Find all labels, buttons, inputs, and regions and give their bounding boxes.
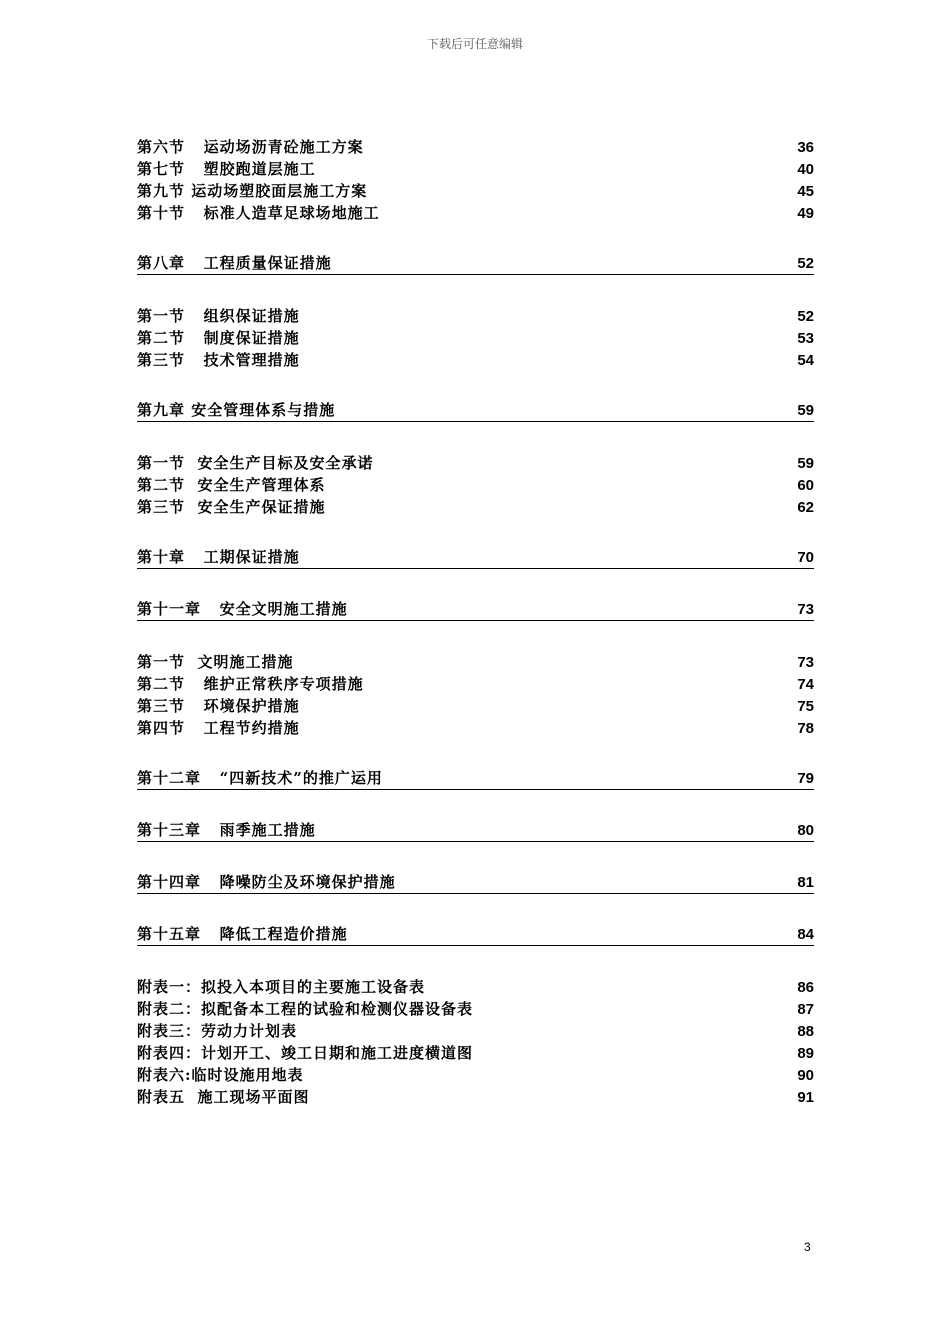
- toc-entry-page: 90: [797, 1067, 814, 1084]
- toc-entry-section[interactable]: [137, 496, 814, 518]
- toc-entry-chapter[interactable]: [137, 599, 814, 621]
- toc-entry-chapter[interactable]: [137, 253, 814, 275]
- toc-entry-title: 第一节 组织保证措施: [137, 307, 300, 325]
- toc-entry-chapter[interactable]: [137, 872, 814, 894]
- toc-entry-title: 第十三章 雨季施工措施: [137, 821, 316, 839]
- toc-entry-title: 第十四章 降噪防尘及环境保护措施: [137, 873, 396, 891]
- toc-entry-section[interactable]: [137, 327, 814, 349]
- toc-entry-appendix[interactable]: [137, 976, 814, 998]
- toc-entry-section[interactable]: [137, 158, 814, 180]
- toc-entry-title: 第二节 制度保证措施: [137, 329, 300, 347]
- toc-entry-title: 附表五 施工现场平面图: [137, 1088, 310, 1106]
- toc-entry-title: 第八章 工程质量保证措施: [137, 254, 332, 272]
- toc-entry-page: 52: [797, 308, 814, 325]
- toc-entry-page: 74: [797, 676, 814, 693]
- toc-entry-page: 73: [797, 601, 814, 618]
- toc-entry-title: 附表二：拟配备本工程的试验和检测仪器设备表: [137, 1000, 474, 1018]
- toc-entry-chapter[interactable]: [137, 924, 814, 946]
- toc-entry-page: 81: [797, 874, 814, 891]
- toc-entry-title: 附表三：劳动力计划表: [137, 1022, 298, 1040]
- toc-entry-page: 87: [797, 1001, 814, 1018]
- toc-entry-section[interactable]: [137, 651, 814, 673]
- toc-entry-page: 84: [797, 926, 814, 943]
- toc-entry-page: 91: [797, 1089, 814, 1106]
- toc-entry-page: 54: [797, 352, 814, 369]
- toc-entry-title: 附表六:临时设施用地表: [137, 1066, 304, 1084]
- toc-entry-section[interactable]: [137, 474, 814, 496]
- toc-entry-page: 45: [797, 183, 814, 200]
- toc-entry-page: 75: [797, 698, 814, 715]
- toc-entry-chapter[interactable]: [137, 768, 814, 790]
- toc-entry-chapter[interactable]: [137, 820, 814, 842]
- toc-entry-page: 89: [797, 1045, 814, 1062]
- toc-entry-section[interactable]: [137, 136, 814, 158]
- toc-entry-title: 第六节 运动场沥青砼施工方案: [137, 138, 364, 156]
- toc-entry-section[interactable]: [137, 202, 814, 224]
- toc-entry-title: 第十章 工期保证措施: [137, 548, 300, 566]
- toc-entry-title: 第九章 安全管理体系与措施: [137, 401, 336, 419]
- toc-entry-title: 第一节 文明施工措施: [137, 653, 294, 671]
- toc-entry-title: 第十节 标准人造草足球场地施工: [137, 204, 380, 222]
- toc-entry-title: 附表四：计划开工、竣工日期和施工进度横道图: [137, 1044, 474, 1062]
- toc-entry-page: 88: [797, 1023, 814, 1040]
- toc-entry-page: 59: [797, 402, 814, 419]
- toc-entry-chapter[interactable]: [137, 547, 814, 569]
- toc-entry-page: 62: [797, 499, 814, 516]
- toc-entry-appendix[interactable]: [137, 1042, 814, 1064]
- toc-entry-page: 70: [797, 549, 814, 566]
- toc-entry-section[interactable]: [137, 180, 814, 202]
- toc-entry-title: 第三节 环境保护措施: [137, 697, 300, 715]
- toc-entry-page: 86: [797, 979, 814, 996]
- toc-entry-page: 80: [797, 822, 814, 839]
- toc-entry-section[interactable]: [137, 673, 814, 695]
- toc-entry-title: 第十二章 “四新技术”的推广运用: [137, 769, 383, 787]
- table-of-contents: [137, 136, 814, 1108]
- toc-entry-page: 49: [797, 205, 814, 222]
- toc-entry-title: 附表一：拟投入本项目的主要施工设备表: [137, 978, 426, 996]
- toc-entry-page: 36: [797, 139, 814, 156]
- page-number: 3: [804, 1240, 811, 1254]
- toc-entry-page: 59: [797, 455, 814, 472]
- toc-entry-appendix[interactable]: [137, 1020, 814, 1042]
- toc-entry-title: 第二节 维护正常秩序专项措施: [137, 675, 364, 693]
- toc-entry-title: 第九节 运动场塑胶面层施工方案: [137, 182, 368, 200]
- toc-entry-appendix[interactable]: [137, 1064, 814, 1086]
- toc-entry-section[interactable]: [137, 452, 814, 474]
- toc-entry-page: 78: [797, 720, 814, 737]
- toc-entry-page: 73: [797, 654, 814, 671]
- toc-entry-title: 第十五章 降低工程造价措施: [137, 925, 348, 943]
- toc-entry-appendix[interactable]: [137, 1086, 814, 1108]
- toc-entry-appendix[interactable]: [137, 998, 814, 1020]
- toc-entry-page: 40: [797, 161, 814, 178]
- toc-entry-chapter[interactable]: [137, 400, 814, 422]
- toc-entry-page: 60: [797, 477, 814, 494]
- toc-entry-title: 第七节 塑胶跑道层施工: [137, 160, 316, 178]
- toc-entry-section[interactable]: [137, 305, 814, 327]
- toc-entry-title: 第一节 安全生产目标及安全承诺: [137, 454, 374, 472]
- toc-entry-section[interactable]: [137, 349, 814, 371]
- toc-entry-title: 第四节 工程节约措施: [137, 719, 300, 737]
- toc-entry-title: 第二节 安全生产管理体系: [137, 476, 326, 494]
- toc-entry-page: 79: [797, 770, 814, 787]
- toc-entry-page: 52: [797, 255, 814, 272]
- toc-entry-section[interactable]: [137, 717, 814, 739]
- toc-entry-page: 53: [797, 330, 814, 347]
- toc-entry-title: 第十一章 安全文明施工措施: [137, 600, 348, 618]
- toc-entry-section[interactable]: [137, 695, 814, 717]
- toc-entry-title: 第三节 技术管理措施: [137, 351, 300, 369]
- toc-entry-title: 第三节 安全生产保证措施: [137, 498, 326, 516]
- header-note: 下载后可任意编辑: [426, 37, 523, 51]
